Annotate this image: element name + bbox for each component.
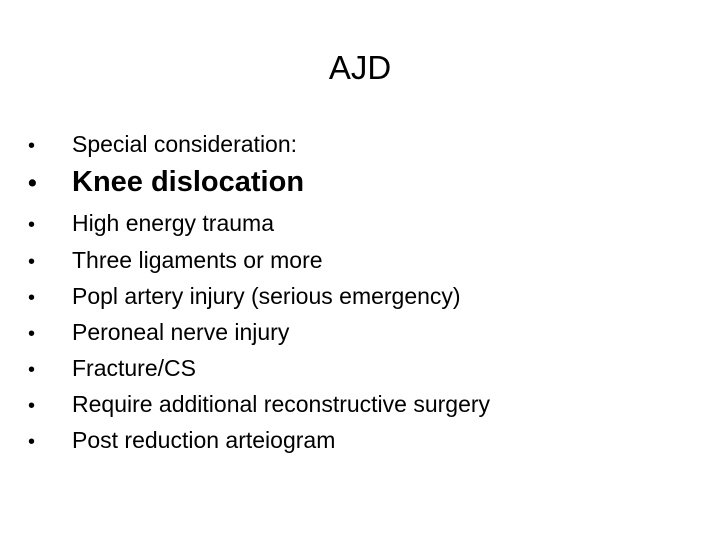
list-item: [28, 318, 289, 348]
list-item: [28, 130, 297, 160]
list-item-text: Peroneal nerve injury: [72, 319, 290, 345]
slide-title-text: AJD: [328, 49, 392, 86]
bullet-icon: •: [28, 251, 36, 273]
list-item: [28, 426, 335, 456]
list-item-text: Popl artery injury (serious emergency): [72, 283, 461, 309]
bullet-icon: •: [28, 431, 36, 453]
list-item-text: Three ligaments or more: [72, 247, 323, 273]
list-item: [28, 165, 304, 200]
list-item-text: Fracture/CS: [72, 355, 196, 381]
list-item-text: Require additional reconstructive surgery: [72, 391, 491, 417]
list-item-text: High energy trauma: [72, 210, 274, 236]
list-item: [28, 282, 461, 312]
list-item: [28, 209, 274, 239]
bullet-icon: •: [28, 214, 36, 236]
list-item-text: Knee dislocation: [72, 166, 305, 198]
bullet-icon: •: [28, 287, 36, 309]
list-item: [28, 354, 196, 384]
list-item: [28, 390, 490, 420]
list-item: [28, 246, 323, 276]
bullet-icon: •: [28, 359, 36, 381]
slide-title: [0, 46, 720, 90]
bullet-icon: •: [28, 323, 36, 345]
bullet-icon: •: [28, 135, 36, 157]
bullet-icon: •: [28, 169, 37, 197]
list-item-text: Special consideration:: [72, 131, 298, 157]
bullet-icon: •: [28, 395, 36, 417]
list-item-text: Post reduction arteiogram: [72, 427, 336, 453]
